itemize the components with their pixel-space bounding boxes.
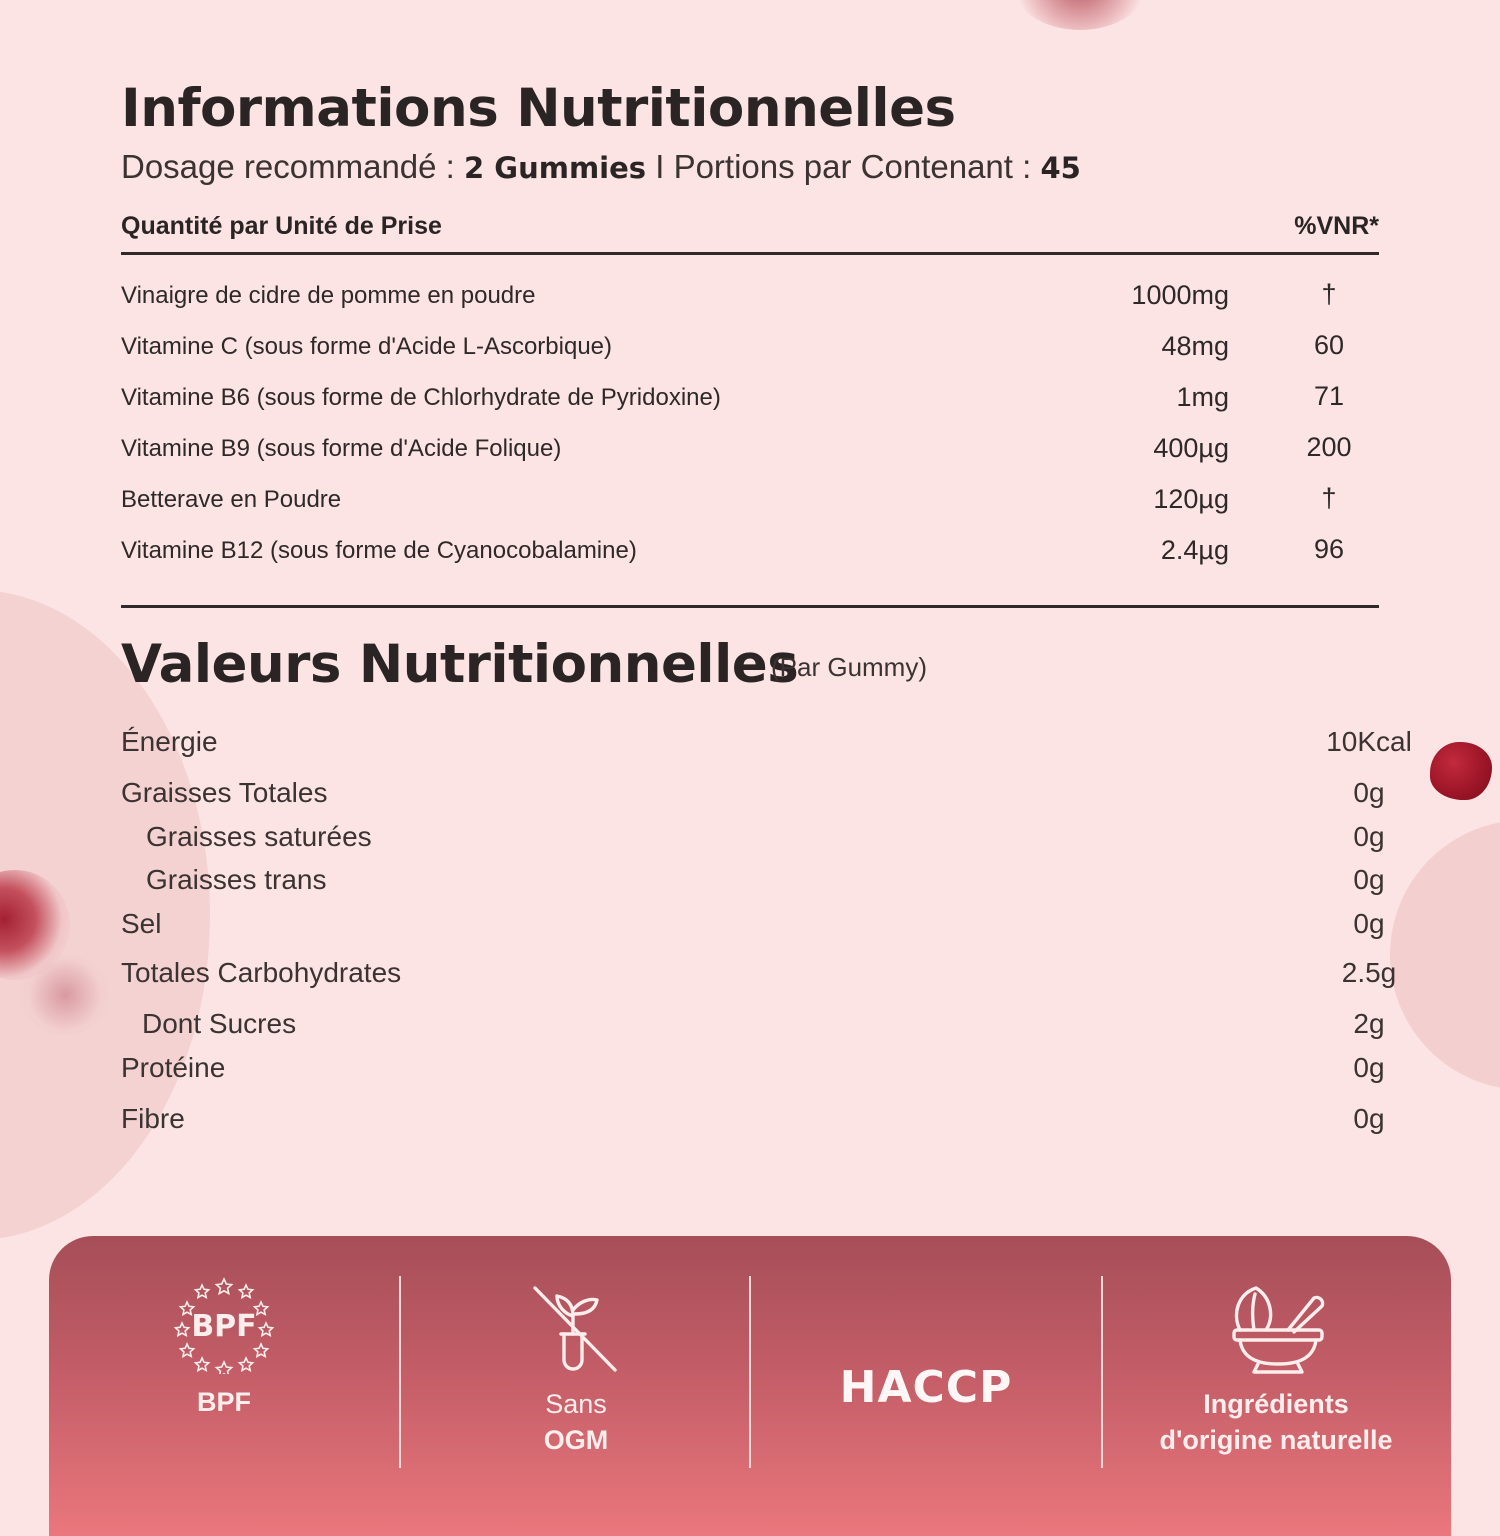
table-row	[121, 726, 1412, 766]
ingredient-name: Vitamine B9 (sous forme d'Acide Folique)	[121, 435, 562, 462]
nutrient-value: 0g	[1353, 821, 1385, 852]
table-row	[121, 777, 1385, 817]
header-vnr: %VNR*	[1294, 212, 1379, 240]
certifications-band	[49, 1236, 1451, 1536]
table-row	[121, 480, 1379, 531]
serving-note: (Par Gummy)	[771, 652, 927, 682]
nutrient-label: Protéine	[121, 1052, 226, 1083]
background-circle-right	[1390, 820, 1500, 1090]
section-title-valeurs: Valeurs Nutritionnelles	[121, 634, 799, 695]
nutrient-label: Énergie	[121, 726, 218, 757]
natural-label-line1	[1101, 1386, 1451, 1422]
natural-label	[1101, 1386, 1451, 1458]
ingredient-name: Vinaigre de cidre de pomme en poudre	[121, 282, 536, 309]
table-row	[121, 531, 1379, 582]
bpf-stars-icon	[174, 1274, 274, 1374]
ingredient-amount: 120µg	[1153, 484, 1229, 514]
nutrient-value: 10Kcal	[1326, 726, 1412, 757]
ogm-label-line2	[401, 1422, 751, 1458]
nutrient-value: 0g	[1353, 1103, 1385, 1134]
table-row	[121, 429, 1379, 480]
haccp-label: HACCP	[839, 1362, 1013, 1413]
ingredient-amount: 1000mg	[1131, 280, 1229, 310]
natural-label-line1-text: Ingrédients	[1203, 1389, 1349, 1419]
ingredient-vnr: 200	[1306, 432, 1352, 462]
section-divider	[121, 605, 1379, 608]
ingredient-name: Vitamine C (sous forme d'Acide L-Ascorbique)	[121, 333, 613, 360]
ogm-label-line1: Sans	[545, 1389, 607, 1419]
nutrient-value: 2.5g	[1341, 957, 1397, 988]
bpf-emblem-text: BPF	[191, 1309, 257, 1344]
ingredient-name: Vitamine B6 (sous forme de Chlorhydrate de Pyridoxine)	[121, 384, 721, 411]
nutrient-value: 0g	[1353, 864, 1385, 895]
dosage-separator: I	[646, 148, 674, 185]
nutrient-value: 2g	[1353, 1008, 1385, 1039]
badge-sans-ogm	[401, 1236, 751, 1500]
nutrient-label: Graisses trans	[146, 864, 327, 895]
nutrient-label: Dont Sucres	[142, 1008, 297, 1039]
badge-haccp	[751, 1236, 1101, 1500]
dosage-line	[121, 148, 1081, 186]
nutrient-label: Totales Carbohydrates	[121, 957, 402, 988]
nutrient-value: 0g	[1353, 1052, 1385, 1083]
table-row	[121, 1052, 1385, 1092]
table-row	[121, 378, 1379, 429]
table-row	[121, 327, 1379, 378]
nutrient-value: 0g	[1353, 777, 1385, 808]
portions-label: Portions par Contenant :	[673, 148, 1041, 185]
ingredient-name: Vitamine B12 (sous forme de Cyanocobalamine)	[121, 537, 637, 564]
portions-value: 45	[1040, 151, 1081, 185]
background-berry-left-shadow	[20, 955, 110, 1035]
ingredients-table	[121, 276, 1379, 582]
ingredient-vnr: 96	[1313, 534, 1345, 564]
no-gmo-plant-icon	[531, 1284, 621, 1376]
dosage-value: 2 Gummies	[464, 151, 647, 185]
table-row	[121, 821, 1385, 861]
badge-bpf	[49, 1236, 399, 1500]
ogm-label-line2-text: OGM	[543, 1425, 609, 1455]
nutrient-label: Graisses Totales	[121, 777, 328, 808]
ingredients-table-header	[121, 208, 1379, 255]
header-quantity: Quantité par Unité de Prise	[121, 212, 442, 240]
nutrient-label: Sel	[121, 908, 162, 939]
table-row	[121, 1008, 1385, 1048]
section-title-informations: Informations Nutritionnelles	[121, 78, 956, 139]
ingredient-amount: 400µg	[1153, 433, 1229, 463]
background-berry-top	[1010, 0, 1150, 30]
ingredient-vnr: 60	[1313, 330, 1345, 360]
ogm-label	[401, 1386, 751, 1458]
badge-ingredients-naturels	[1101, 1236, 1451, 1500]
ingredient-amount: 48mg	[1161, 331, 1229, 361]
nutrient-label: Graisses saturées	[146, 821, 372, 852]
bpf-label	[49, 1384, 399, 1420]
table-row	[121, 908, 1385, 948]
ingredient-vnr: †	[1321, 483, 1337, 513]
ingredient-amount: 2.4µg	[1160, 535, 1229, 565]
ingredient-name: Betterave en Poudre	[121, 486, 342, 513]
ingredient-vnr: 71	[1313, 381, 1345, 411]
table-row	[121, 957, 1397, 997]
bpf-label-text: BPF	[197, 1387, 251, 1417]
nutrient-value: 0g	[1353, 908, 1385, 939]
table-row	[121, 1103, 1385, 1143]
ingredient-vnr: †	[1321, 279, 1337, 309]
table-row	[121, 864, 1385, 904]
dosage-label: Dosage recommandé :	[121, 148, 465, 185]
natural-label-line2-text: d'origine naturelle	[1159, 1425, 1393, 1455]
ingredient-amount: 1mg	[1176, 382, 1229, 412]
table-row	[121, 276, 1379, 327]
mortar-leaf-icon	[1228, 1284, 1328, 1374]
nutrient-label: Fibre	[121, 1103, 185, 1134]
natural-label-line2	[1101, 1422, 1451, 1458]
